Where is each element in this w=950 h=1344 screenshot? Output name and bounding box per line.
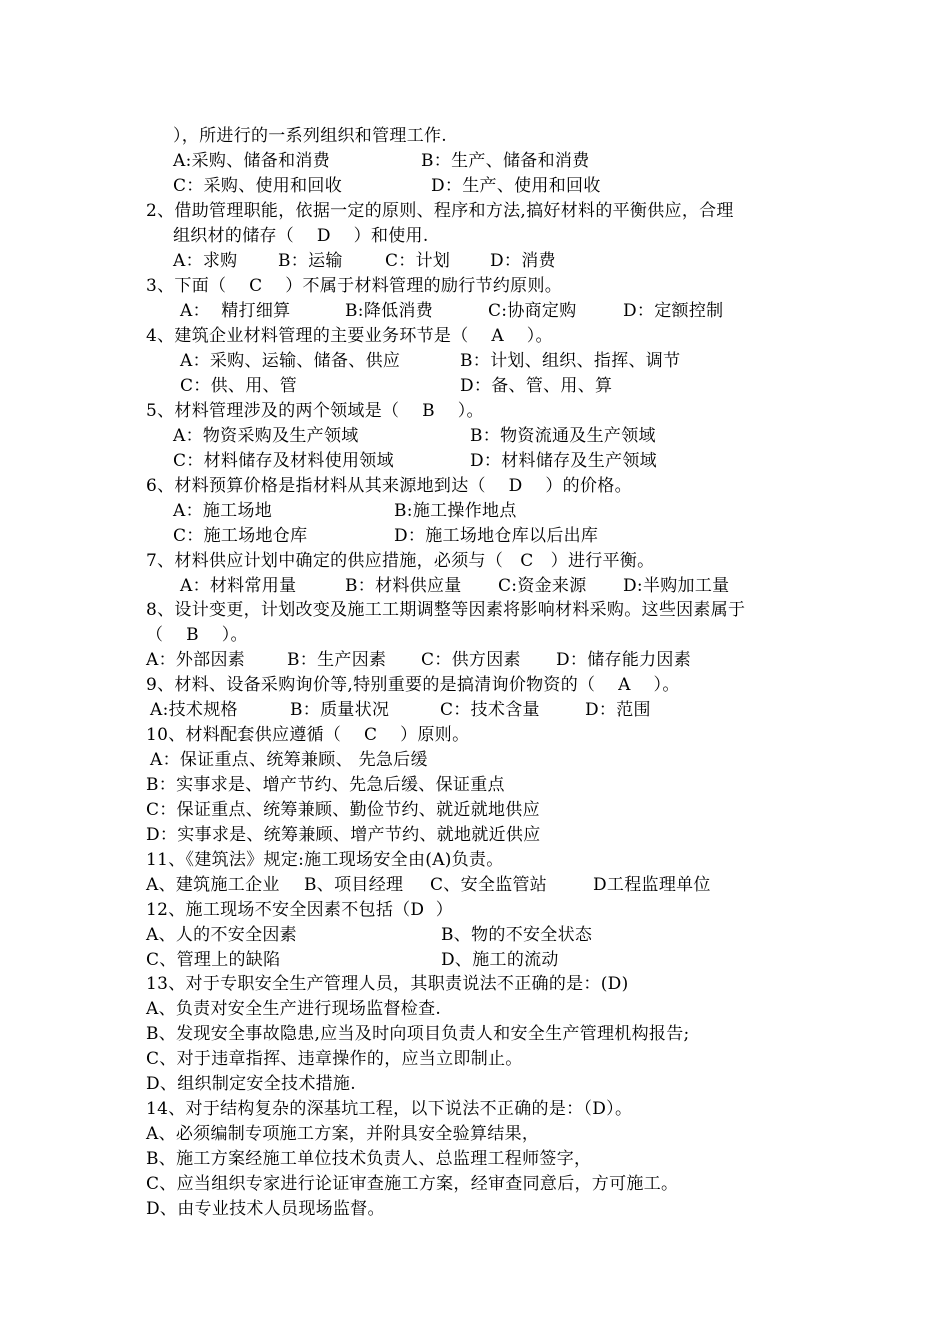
- q8-option-c: C：供方因素: [421, 650, 521, 670]
- q13-text: 13、对于专职安全生产管理人员，其职责说法不正确的是：(D): [146, 974, 629, 994]
- q7-option-a: A：材料常用量: [180, 576, 297, 596]
- q3-option-a: A： 精打细算: [180, 301, 291, 321]
- q3-option-c: C:协商定购: [488, 301, 577, 321]
- q2-option-d: D：消费: [490, 251, 556, 271]
- q9-option-c: C：技术含量: [440, 700, 540, 720]
- q14-option-b: B、施工方案经施工单位技术负责人、总监理工程师签字，: [146, 1149, 592, 1169]
- q2-text-continuation: 组织材的储存（ D ）和使用.: [173, 226, 429, 246]
- q14-text: 14、对于结构复杂的深基坑工程，以下说法不正确的是：（D）。: [146, 1099, 633, 1119]
- q7-option-d: D:半购加工量: [623, 576, 730, 596]
- q14-option-c: C、应当组织专家进行论证审查施工方案，经审查同意后，方可施工。: [146, 1174, 679, 1194]
- q6-option-b: B:施工操作地点: [394, 501, 517, 521]
- q6-option-d: D：施工场地仓库以后出库: [394, 526, 599, 546]
- q1-option-b: B：生产、储备和消费: [421, 151, 590, 171]
- q2-option-a: A：求购: [173, 251, 238, 271]
- q13-option-b: B、发现安全事故隐患,应当及时向项目负责人和安全生产管理机构报告;: [146, 1024, 690, 1044]
- q9-text: 9、材料、设备采购询价等,特别重要的是搞清询价物资的（ A ）。: [146, 675, 680, 695]
- q10-text: 10、材料配套供应遵循（ C ）原则。: [146, 725, 470, 745]
- q9-option-d: D：范围: [585, 700, 651, 720]
- q4-text: 4、建筑企业材料管理的主要业务环节是（ A ）。: [146, 326, 553, 346]
- q8-option-b: B：生产因素: [287, 650, 387, 670]
- q8-option-d: D：储存能力因素: [556, 650, 692, 670]
- q12-option-c: C、管理上的缺陷: [146, 950, 281, 970]
- q8-text: 8、设计变更，计划改变及施工工期调整等因素将影响材料采购。这些因素属于: [146, 600, 746, 620]
- q12-option-b: B、物的不安全状态: [441, 925, 593, 945]
- q11-option-d: D工程监理单位: [593, 875, 711, 895]
- q7-option-c: C:资金来源: [498, 576, 587, 596]
- q8-text-continuation: （ B ）。: [146, 625, 248, 645]
- q10-option-c: C：保证重点、统筹兼顾、勤俭节约、就近就地供应: [146, 800, 540, 820]
- q5-option-d: D：材料储存及生产领域: [470, 451, 657, 471]
- q2-option-c: C：计划: [385, 251, 451, 271]
- q3-option-d: D：定额控制: [623, 301, 724, 321]
- q4-option-c: C：供、用、管: [180, 376, 298, 396]
- q6-option-c: C：施工场地仓库: [173, 526, 308, 546]
- q4-option-d: D：备、管、用、算: [460, 376, 613, 396]
- q1-option-d: D：生产、使用和回收: [431, 176, 601, 196]
- q6-text: 6、材料预算价格是指材料从其来源地到达（ D ）的价格。: [146, 476, 632, 496]
- q4-option-a: A：采购、运输、储备、供应: [180, 351, 401, 371]
- q3-option-b: B:降低消费: [345, 301, 434, 321]
- q13-option-a: A、负责对安全生产进行现场监督检查.: [146, 999, 442, 1019]
- q1-option-a: A:采购、储备和消费: [173, 151, 331, 171]
- q6-option-a: A：施工场地: [173, 501, 273, 521]
- q12-text: 12、施工现场不安全因素不包括（D ）: [146, 900, 454, 920]
- q11-option-c: C、安全监管站: [430, 875, 548, 895]
- q7-text: 7、材料供应计划中确定的供应措施，必须与（ C ）进行平衡。: [146, 551, 655, 571]
- q1-option-c: C：采购、使用和回收: [173, 176, 343, 196]
- q10-option-a: A：保证重点、统筹兼顾、 先急后缓: [150, 750, 428, 770]
- q13-option-c: C、对于违章指挥、违章操作的，应当立即制止。: [146, 1049, 523, 1069]
- q3-text: 3、下面（ C ）不属于材料管理的励行节约原则。: [146, 276, 563, 296]
- q2-option-b: B：运输: [278, 251, 343, 271]
- q1-text-continuation: ），所进行的一系列组织和管理工作.: [173, 126, 448, 146]
- q13-option-d: D、组织制定安全技术措施.: [146, 1074, 356, 1094]
- q5-text: 5、材料管理涉及的两个领域是（ B ）。: [146, 401, 484, 421]
- q10-option-b: B：实事求是、增产节约、先急后缓、保证重点: [146, 775, 505, 795]
- q7-option-b: B：材料供应量: [345, 576, 462, 596]
- q11-option-b: B、项目经理: [304, 875, 404, 895]
- q5-option-a: A：物资采购及生产领域: [173, 426, 359, 446]
- q9-option-b: B：质量状况: [290, 700, 390, 720]
- q2-text: 2、借助管理职能，依据一定的原则、程序和方法,搞好材料的平衡供应，合理: [146, 201, 734, 221]
- q9-option-a: A:技术规格: [150, 700, 238, 720]
- q12-option-a: A、人的不安全因素: [146, 925, 297, 945]
- q4-option-b: B：计划、组织、指挥、调节: [460, 351, 681, 371]
- q8-option-a: A：外部因素: [146, 650, 246, 670]
- q5-option-b: B：物资流通及生产领域: [470, 426, 656, 446]
- q5-option-c: C：材料储存及材料使用领域: [173, 451, 394, 471]
- q11-option-a: A、建筑施工企业: [146, 875, 280, 895]
- q11-text: 11、《建筑法》规定:施工现场安全由(A)负责。: [146, 850, 504, 870]
- q14-option-d: D、由专业技术人员现场监督。: [146, 1199, 385, 1219]
- q12-option-d: D、施工的流动: [441, 950, 559, 970]
- q10-option-d: D：实事求是、统筹兼顾、增产节约、就地就近供应: [146, 825, 541, 845]
- q14-option-a: A、必须编制专项施工方案，并附具安全验算结果，: [146, 1124, 540, 1144]
